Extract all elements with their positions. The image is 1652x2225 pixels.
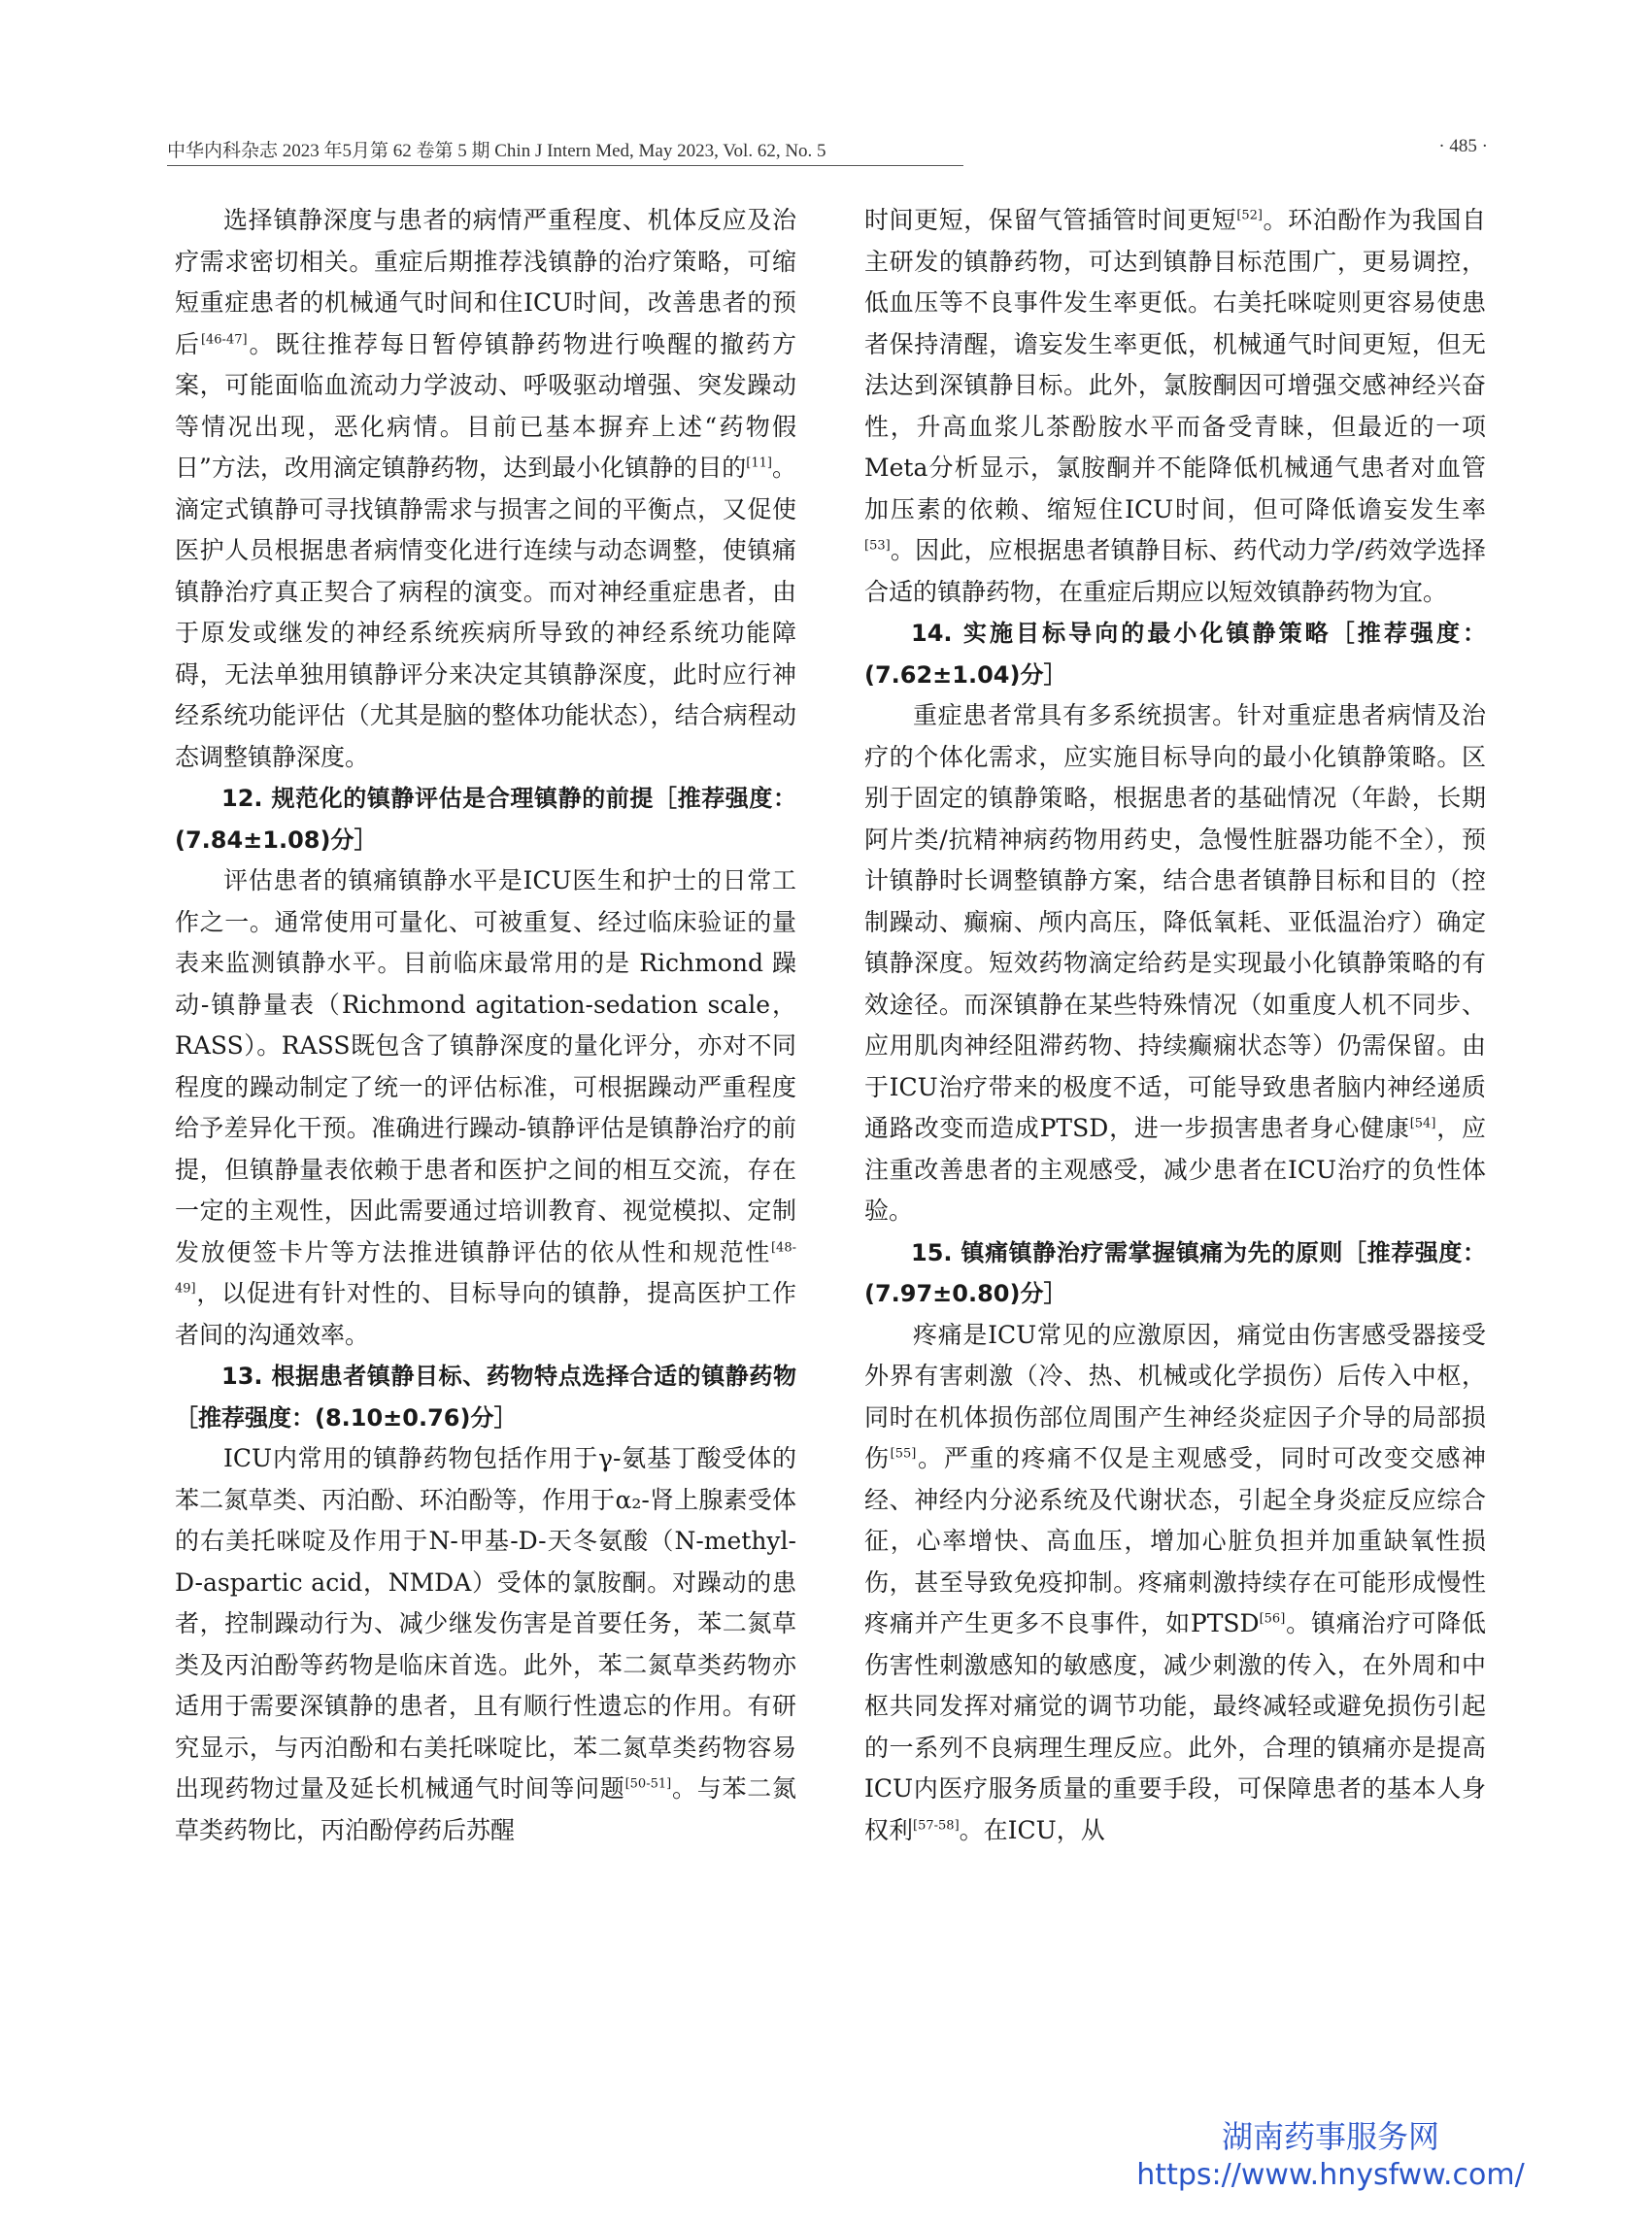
paragraph-text: 。既往推荐每日暂停镇静药物进行唤醒的撤药方案，可能面临血流动力学波动、呼吸驱动增强、突发躁动等情况出现，恶化病情。目前已基本摒弃上述“药物假日”方法，改用滴定镇静药物，达到最小化镇静的目的 <box>175 329 796 482</box>
citation-ref: [55] <box>890 1446 917 1462</box>
header-rule <box>167 165 963 166</box>
citation-ref: [57-58] <box>913 1818 960 1834</box>
citation-ref: [53] <box>864 538 891 554</box>
watermark-url[interactable]: https://www.hnysfww.com/ <box>1136 2158 1525 2192</box>
paragraph-text: ，应注重改善患者的主观感受，减少患者在ICU治疗的负性体验。 <box>864 1114 1486 1225</box>
paragraph-text: 。因此，应根据患者镇静目标、药代动力学/药效学选择合适的镇静药物，在重症后期应以短效镇静药物为宜。 <box>864 536 1486 606</box>
citation-ref: [52] <box>1236 208 1263 223</box>
body-paragraph <box>864 695 1486 1232</box>
paragraph-text: 。与苯二氮草类药物比，丙泊酚停药后苏醒 <box>175 1774 796 1844</box>
left-column <box>175 200 796 1851</box>
paragraph-text: ICU内常用的镇静药物包括作用于γ-氨基丁酸受体的苯二氮草类、丙泊酚、环泊酚等，作用于α₂-肾上腺素受体的右美托咪啶及作用于N-甲基-D-天冬氨酸（N-methyl-D-aspartic acid，NMDA）受体的氯胺酮。对躁动的患者，控制躁动行为、减少继发伤害是首要任务，苯二氮草类及丙泊酚等药物是临床首选。此外，苯二氮草类药物亦适用于需要深镇静的患者，且有顺行性遗忘的作用。有研究显示，与丙泊酚和右美托咪啶比，苯二氮草类药物容易出现药物过量及延长机械通气时间等问题 <box>175 1444 796 1803</box>
citation-ref: [54] <box>1409 1116 1436 1131</box>
paragraph-text: 疼痛是ICU常见的应激原因，痛觉由伤害感受器接受外界有害刺激（冷、热、机械或化学损伤）后传入中枢，同时在机体损伤部位周围产生神经炎症因子介导的局部损伤 <box>864 1320 1486 1472</box>
page-number: · 485 · <box>1438 136 1488 156</box>
body-paragraph <box>175 200 796 778</box>
running-header <box>167 136 1488 169</box>
right-column <box>864 200 1486 1851</box>
body-paragraph <box>175 860 796 1356</box>
body-paragraph <box>864 1315 1486 1852</box>
paragraph-text: 。严重的疼痛不仅是主观感受，同时可改变交感神经、神经内分泌系统及代谢状态，引起全身炎症反应综合征，心率增快、高血压，增加心脏负担并加重缺氧性损伤，甚至导致免疫抑制。疼痛刺激持续存在可能形成慢性疼痛并产生更多不良事件，如PTSD <box>864 1444 1486 1637</box>
watermark-site-name: 湖南药事服务网 <box>1221 2118 1439 2155</box>
body-paragraph <box>864 200 1486 613</box>
section-heading: 13. 根据患者镇静目标、药物特点选择合适的镇静药物［推荐强度：(8.10±0.76)分］ <box>175 1363 796 1432</box>
citation-ref: [48-49] <box>175 1240 796 1297</box>
paragraph-text: 。环泊酚作为我国自主研发的镇静药物，可达到镇静目标范围广，更易调控，低血压等不良事件发生率更低。右美托咪啶则更容易使患者保持清醒，谵妄发生率更低，机械通气时间更短，但无法达到深镇静目标。此外，氯胺酮因可增强交感神经兴奋性，升高血浆儿茶酚胺水平而备受青睐，但最近的一项Meta分析显示，氯胺酮并不能降低机械通气患者对血管加压素的依赖、缩短住ICU时间，但可降低谵妄发生率 <box>864 206 1486 523</box>
citation-ref: [11] <box>746 455 772 471</box>
paragraph-text: 。在ICU，从 <box>959 1815 1105 1844</box>
paragraph-text: ，以促进有针对性的、目标导向的镇静，提高医护工作者间的沟通效率。 <box>175 1279 796 1349</box>
section-heading: 15. 镇痛镇静治疗需掌握镇痛为先的原则［推荐强度：(7.97±0.80)分］ <box>864 1238 1486 1307</box>
paragraph-text: 评估患者的镇痛镇静水平是ICU医生和护士的日常工作之一。通常使用可量化、可被重复、经过临床验证的量表来监测镇静水平。目前临床最常用的是 Richmond 躁动-镇静量表（Richmond agitation-sedation scale，RASS）。RASS既包含了镇静深度的量化评分，亦对不同程度的躁动制定了统一的评估标准，可根据躁动严重程度给予差异化干预。准确进行躁动-镇静评估是镇静治疗的前提，但镇静量表依赖于患者和医护之间的相互交流，存在一定的主观性，因此需要通过培训教育、视觉模拟、定制发放便签卡片等方法推进镇静评估的依从性和规范性 <box>175 866 796 1266</box>
citation-ref: [46-47] <box>200 332 248 348</box>
journal-citation: 中华内科杂志 2023 年5月第 62 卷第 5 期 Chin J Intern Med, May 2023, Vol. 62, No. 5 <box>167 141 826 161</box>
paragraph-text: 。滴定式镇静可寻找镇静需求与损害之间的平衡点，又促使医护人员根据患者病情变化进行连续与动态调整，使镇痛镇静治疗真正契合了病程的演变。而对神经重症患者，由于原发或继发的神经系统疾病所导致的神经系统功能障碍，无法单独用镇静评分来决定其镇静深度，此时应行神经系统功能评估（尤其是脑的整体功能状态），结合病程动态调整镇静深度。 <box>175 454 796 771</box>
paragraph-text: 选择镇静深度与患者的病情严重程度、机体反应及治疗需求密切相关。重症后期推荐浅镇静的治疗策略，可缩短重症患者的机械通气时间和住ICU时间，改善患者的预后 <box>175 206 796 358</box>
body-paragraph <box>175 1438 796 1851</box>
section-heading: 12. 规范化的镇静评估是合理镇静的前提［推荐强度：(7.84±1.08)分］ <box>175 785 796 854</box>
watermark <box>1068 2117 1593 2195</box>
paragraph-text: 时间更短，保留气管插管时间更短 <box>864 206 1237 234</box>
section-heading: 14. 实施目标导向的最小化镇静策略［推荐强度：(7.62±1.04)分］ <box>864 620 1486 689</box>
paragraph-text: 重症患者常具有多系统损害。针对重症患者病情及治疗的个体化需求，应实施目标导向的最小化镇静策略。区别于固定的镇静策略，根据患者的基础情况（年龄，长期阿片类/抗精神病药物用药史，急慢性脏器功能不全），预计镇静时长调整镇静方案，结合患者镇静目标和目的（控制躁动、癫痫、颅内高压，降低氧耗、亚低温治疗）确定镇静深度。短效药物滴定给药是实现最小化镇静策略的有效途径。而深镇静在某些特殊情况（如重度人机不同步、应用肌肉神经阻滞药物、持续癫痫状态等）仍需保留。由于ICU治疗带来的极度不适，可能导致患者脑内神经递质通路改变而造成PTSD，进一步损害患者身心健康 <box>864 701 1486 1142</box>
citation-ref: [50-51] <box>624 1776 672 1792</box>
paragraph-text: 。镇痛治疗可降低伤害性刺激感知的敏感度，减少刺激的传入，在外周和中枢共同发挥对痛觉的调节功能，最终减轻或避免损伤引起的一系列不良病理生理反应。此外，合理的镇痛亦是提高ICU内医疗服务质量的重要手段，可保障患者的基本人身权利 <box>864 1609 1486 1844</box>
citation-ref: [56] <box>1259 1611 1286 1627</box>
